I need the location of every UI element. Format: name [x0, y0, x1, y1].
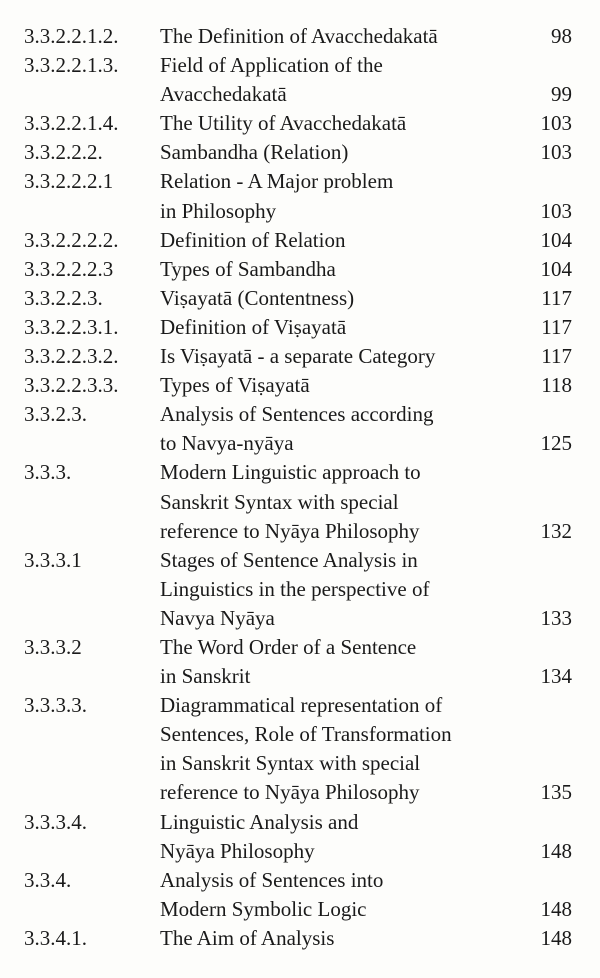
toc-entry: [0, 924, 600, 953]
toc-entry: [0, 371, 600, 400]
page-number: 104: [540, 227, 572, 252]
section-number: 3.3.2.2.2.1: [24, 169, 114, 194]
section-title: Relation - A Major problem: [160, 169, 394, 194]
section-title: Definition of Relation: [160, 227, 346, 252]
toc-line: [0, 575, 600, 604]
toc-entry: [0, 808, 600, 866]
toc-line: [0, 546, 600, 575]
section-title: Modern Symbolic Logic: [160, 896, 367, 921]
page-number: 148: [540, 838, 572, 863]
section-title: Modern Linguistic approach to: [160, 460, 421, 485]
toc-entry: [0, 691, 600, 807]
toc-line: [0, 895, 600, 924]
section-title: Types of Viṣayatā: [160, 373, 310, 398]
section-title: Avacchedakatā: [160, 82, 287, 107]
toc-line: [0, 80, 600, 109]
page-number: 117: [541, 314, 572, 339]
section-number: 3.3.2.2.3.: [24, 285, 103, 310]
toc-line: [0, 924, 600, 953]
section-number: 3.3.4.: [24, 867, 72, 892]
toc-entry: [0, 226, 600, 255]
toc-entry: [0, 633, 600, 691]
section-number: 3.3.3.4.: [24, 809, 87, 834]
toc-line: [0, 517, 600, 546]
section-title: Sanskrit Syntax with special: [160, 489, 399, 514]
section-title: Is Viṣayatā - a separate Category: [160, 344, 436, 369]
toc-line: [0, 866, 600, 895]
toc-entry: [0, 109, 600, 138]
section-title: The Definition of Avacchedakatā: [160, 24, 438, 48]
toc-entry: [0, 255, 600, 284]
section-number: 3.3.2.2.1.4.: [24, 111, 119, 136]
toc-line: [0, 197, 600, 226]
toc-line: [0, 313, 600, 342]
toc-entry: [0, 167, 600, 225]
page-number: 104: [540, 256, 572, 281]
toc-line: [0, 284, 600, 313]
section-number: 3.3.2.2.2.3: [24, 256, 114, 281]
toc-line: [0, 633, 600, 662]
toc-line: [0, 778, 600, 807]
section-title: Sambandha (Relation): [160, 140, 349, 165]
section-number: 3.3.2.2.1.2.: [24, 24, 119, 48]
toc-line: [0, 342, 600, 371]
section-number: 3.3.3.2: [24, 634, 82, 659]
section-title: in Philosophy: [160, 198, 277, 223]
section-title: Analysis of Sentences according: [160, 402, 434, 427]
toc-line: [0, 138, 600, 167]
toc-line: [0, 226, 600, 255]
toc-entry: [0, 400, 600, 458]
toc-entry: [0, 546, 600, 633]
section-title: Navya Nyāya: [160, 605, 275, 630]
toc-entry: [0, 866, 600, 924]
toc-entry: [0, 51, 600, 109]
page-number: 132: [540, 518, 572, 543]
toc-entry: [0, 313, 600, 342]
toc-line: [0, 109, 600, 138]
page-number: 148: [540, 925, 572, 950]
page-number: 103: [540, 140, 572, 165]
toc-entry: [0, 458, 600, 545]
section-title: in Sanskrit Syntax with special: [160, 751, 421, 776]
section-number: 3.3.4.1.: [24, 925, 87, 950]
toc-entry: [0, 22, 600, 51]
section-title: to Navya-nyāya: [160, 431, 294, 456]
toc-line: [0, 22, 600, 51]
section-number: 3.3.3.1: [24, 547, 82, 572]
section-title: Definition of Viṣayatā: [160, 314, 347, 339]
section-number: 3.3.2.2.2.2.: [24, 227, 119, 252]
section-title: Linguistic Analysis and: [160, 809, 359, 834]
section-number: 3.3.2.2.3.3.: [24, 373, 119, 398]
page-number: 133: [540, 605, 572, 630]
section-title: Viṣayatā (Contentness): [160, 285, 355, 310]
toc-line: [0, 662, 600, 691]
toc-line: [0, 400, 600, 429]
toc-line: [0, 604, 600, 633]
section-title: The Word Order of a Sentence: [160, 634, 417, 659]
page-number: 117: [541, 285, 572, 310]
section-title: Sentences, Role of Transformation: [160, 722, 452, 747]
section-number: 3.3.2.2.3.1.: [24, 314, 119, 339]
toc-line: [0, 749, 600, 778]
toc-line: [0, 371, 600, 400]
page-number: 103: [540, 111, 572, 136]
page-number: 98: [551, 24, 572, 48]
section-number: 3.3.2.2.2.: [24, 140, 103, 165]
toc-line: [0, 808, 600, 837]
section-title: The Aim of Analysis: [160, 925, 335, 950]
section-number: 3.3.3.3.: [24, 693, 87, 718]
page-number: 99: [551, 82, 572, 107]
page-number: 118: [541, 373, 572, 398]
toc-line: [0, 691, 600, 720]
section-title: Analysis of Sentences into: [160, 867, 384, 892]
toc-line: [0, 720, 600, 749]
page-number: 134: [540, 664, 572, 689]
section-number: 3.3.2.2.1.3.: [24, 53, 119, 78]
page-number: 125: [540, 431, 572, 456]
section-title: The Utility of Avacchedakatā: [160, 111, 407, 136]
page-number: 117: [541, 344, 572, 369]
section-title: Diagrammatical representation of: [160, 693, 443, 718]
section-title: in Sanskrit: [160, 664, 251, 689]
toc-line: [0, 458, 600, 487]
page-number: 103: [540, 198, 572, 223]
toc-line: [0, 167, 600, 196]
page-number: 135: [540, 780, 572, 805]
section-title: Linguistics in the perspective of: [160, 576, 430, 601]
toc-entry: [0, 342, 600, 371]
toc-entry: [0, 138, 600, 167]
toc-line: [0, 51, 600, 80]
toc-line: [0, 488, 600, 517]
section-number: 3.3.3.: [24, 460, 72, 485]
section-title: reference to Nyāya Philosophy: [160, 780, 420, 805]
page-number: 148: [540, 896, 572, 921]
section-title: Types of Sambandha: [160, 256, 336, 281]
section-title: Nyāya Philosophy: [160, 838, 315, 863]
toc-line: [0, 429, 600, 458]
toc-line: [0, 837, 600, 866]
toc-line: [0, 255, 600, 284]
section-number: 3.3.2.3.: [24, 402, 87, 427]
section-title: reference to Nyāya Philosophy: [160, 518, 420, 543]
toc-entry: [0, 284, 600, 313]
section-title: Stages of Sentence Analysis in: [160, 547, 418, 572]
section-number: 3.3.2.2.3.2.: [24, 344, 119, 369]
section-title: Field of Application of the: [160, 53, 383, 78]
